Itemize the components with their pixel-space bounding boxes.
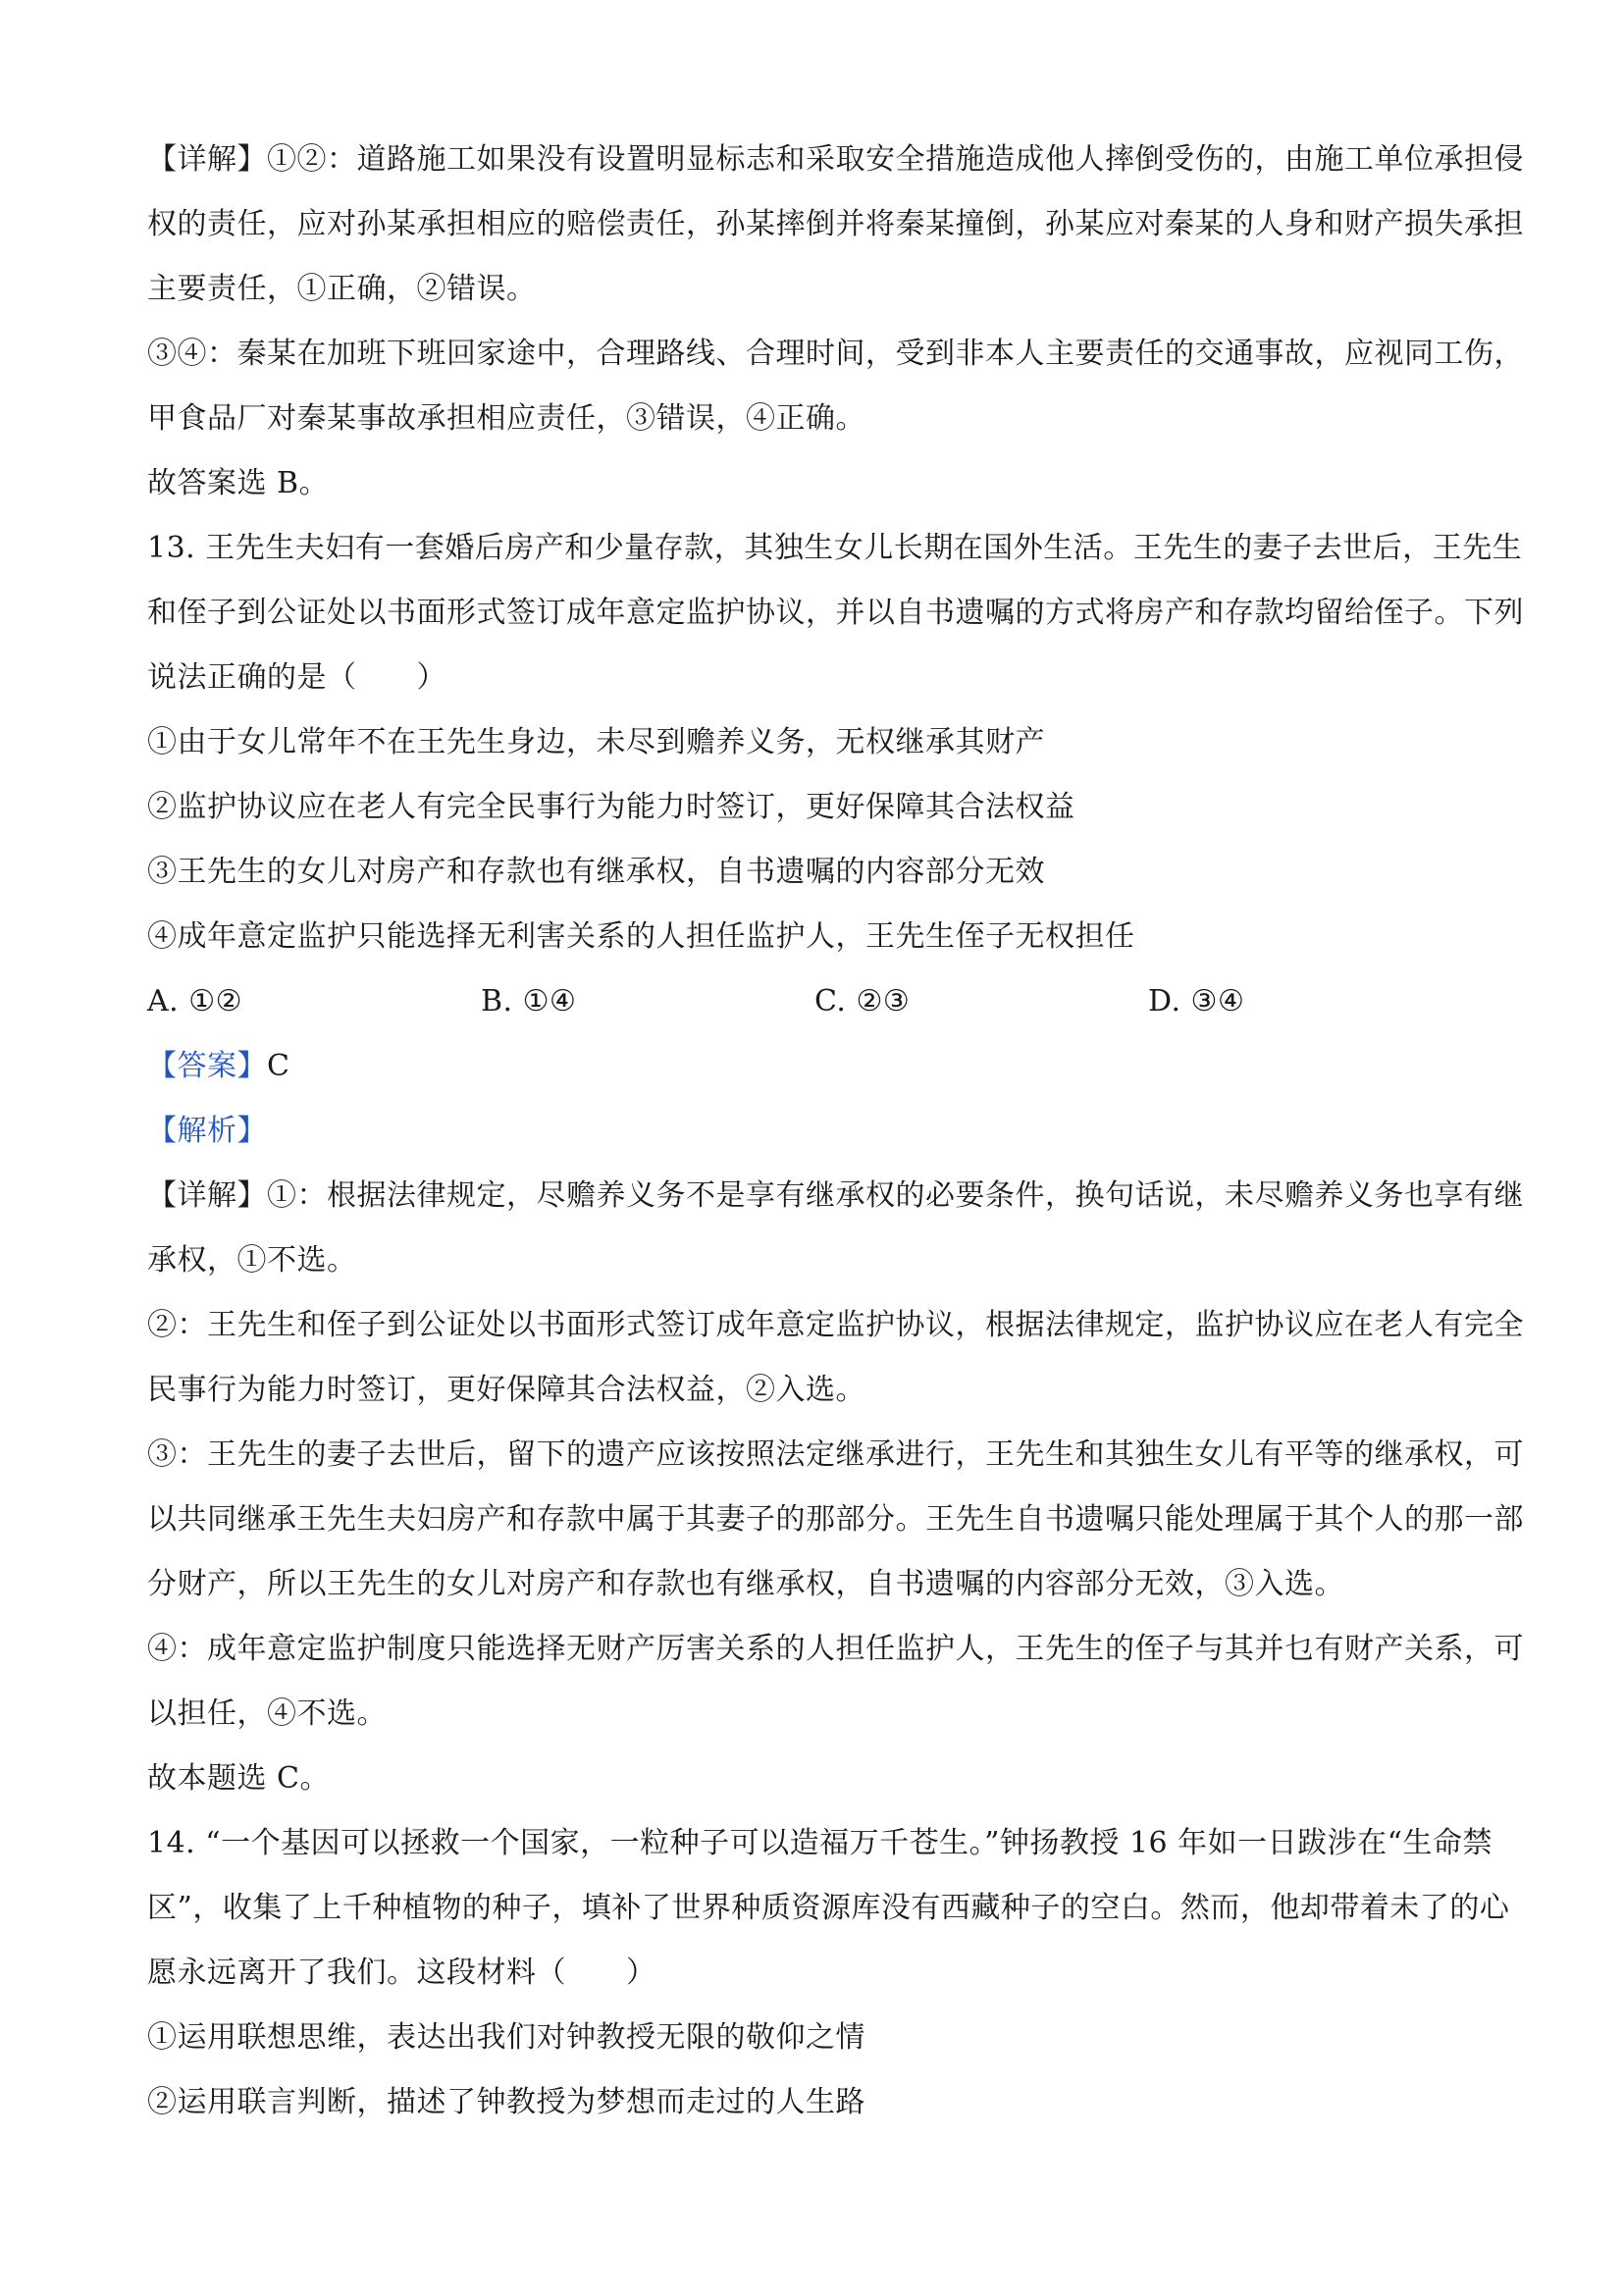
detail-line: 分财产，所以王先生的女儿对房产和存款也有继承权，自书遗嘱的内容部分无效，③入选。 <box>147 1567 1344 1601</box>
statement-4: ④成年意定监护只能选择无利害关系的人担任监护人，王先生侄子无权担任 <box>147 919 1135 954</box>
detail-line: 主要责任，①正确，②错误。 <box>147 272 537 306</box>
answer-tag: 【答案】 <box>147 1049 267 1083</box>
answer-conclusion: 故答案选 B。 <box>147 466 330 500</box>
analysis-line <box>147 1099 1492 1164</box>
option-c: C. ②③ <box>814 984 911 1018</box>
answer-options <box>147 969 1492 1034</box>
detail-line: ③④：秦某在加班下班回家途中，合理路线、合理时间，受到非本人主要责任的交通事故，应视同工伤， <box>147 337 1524 371</box>
question-13 <box>147 516 1524 1811</box>
question-stem: 13. 王先生夫妇有一套婚后房产和少量存款，其独生女儿长期在国外生活。王先生的妻子去世后，王先生 <box>147 531 1523 565</box>
detail-line: 承权，①不选。 <box>147 1243 357 1278</box>
answer-line <box>147 1034 1492 1099</box>
option-d: D. ③④ <box>1148 984 1245 1018</box>
detail-line: 权的责任，应对孙某承担相应的赔偿责任，孙某摔倒并将秦某撞倒，孙某应对秦某的人身和财产损失承担 <box>147 207 1524 241</box>
answer-value: C <box>267 1049 290 1083</box>
statement-2: ②监护协议应在老人有完全民事行为能力时签订，更好保障其合法权益 <box>147 790 1075 824</box>
question-stem: 和侄子到公证处以书面形式签订成年意定监护协议，并以自书遗嘱的方式将房产和存款均留给侄子。下列 <box>147 596 1524 630</box>
detail-line: 甲食品厂对秦某事故承担相应责任，③错误，④正确。 <box>147 401 865 436</box>
question-stem: 区”，收集了上千种植物的种子，填补了世界种质资源库没有西藏种子的空白。然而，他却带着未了的心 <box>147 1891 1510 1925</box>
detail-line: 以共同继承王先生夫妇房产和存款中属于其妻子的那部分。王先生自书遗嘱只能处理属于其个人的那一部 <box>147 1502 1524 1537</box>
answer-conclusion: 故本题选 C。 <box>147 1761 330 1796</box>
question-14 <box>147 1811 1510 2135</box>
detail-line: 民事行为能力时签订，更好保障其合法权益，②入选。 <box>147 1373 865 1407</box>
detail-line: ②：王先生和侄子到公证处以书面形式签订成年意定监护协议，根据法律规定，监护协议应在老人有完全 <box>147 1308 1524 1342</box>
option-b: B. ①④ <box>481 984 577 1018</box>
analysis-tag: 【解析】 <box>147 1114 267 1148</box>
detail-line: ③：王先生的妻子去世后，留下的遗产应该按照法定继承进行，王先生和其独生女儿有平等的继承权，可 <box>147 1437 1524 1472</box>
detail-line: 【详解】①②：道路施工如果没有设置明显标志和采取安全措施造成他人摔倒受伤的，由施工单位承担侵 <box>147 142 1524 177</box>
prev-question-detail <box>147 128 1524 516</box>
question-stem: 14. “一个基因可以拯救一个国家，一粒种子可以造福万千苍生。”钟扬教授 16 年如一日跋涉在“生命禁 <box>147 1826 1493 1860</box>
detail-line: 【详解】①：根据法律规定，尽赡养义务不是享有继承权的必要条件，换句话说，未尽赡养义务也享有继 <box>147 1178 1524 1213</box>
option-a: A. ①② <box>147 984 243 1018</box>
question-stem: 愿永远离开了我们。这段材料（ ） <box>147 1956 656 1990</box>
document-page <box>147 128 1524 2135</box>
statement-1: ①运用联想思维，表达出我们对钟教授无限的敬仰之情 <box>147 2020 865 2055</box>
detail-line: 以担任，④不选。 <box>147 1696 387 1731</box>
statement-3: ③王先生的女儿对房产和存款也有继承权，自书遗嘱的内容部分无效 <box>147 855 1045 889</box>
statement-2: ②运用联言判断，描述了钟教授为梦想而走过的人生路 <box>147 2085 865 2119</box>
detail-line: ④：成年意定监护制度只能选择无财产厉害关系的人担任监护人，王先生的侄子与其并乜有财产关系，可 <box>147 1632 1524 1666</box>
statement-1: ①由于女儿常年不在王先生身边，未尽到赡养义务，无权继承其财产 <box>147 725 1045 759</box>
question-stem: 说法正确的是（ ） <box>147 660 446 695</box>
